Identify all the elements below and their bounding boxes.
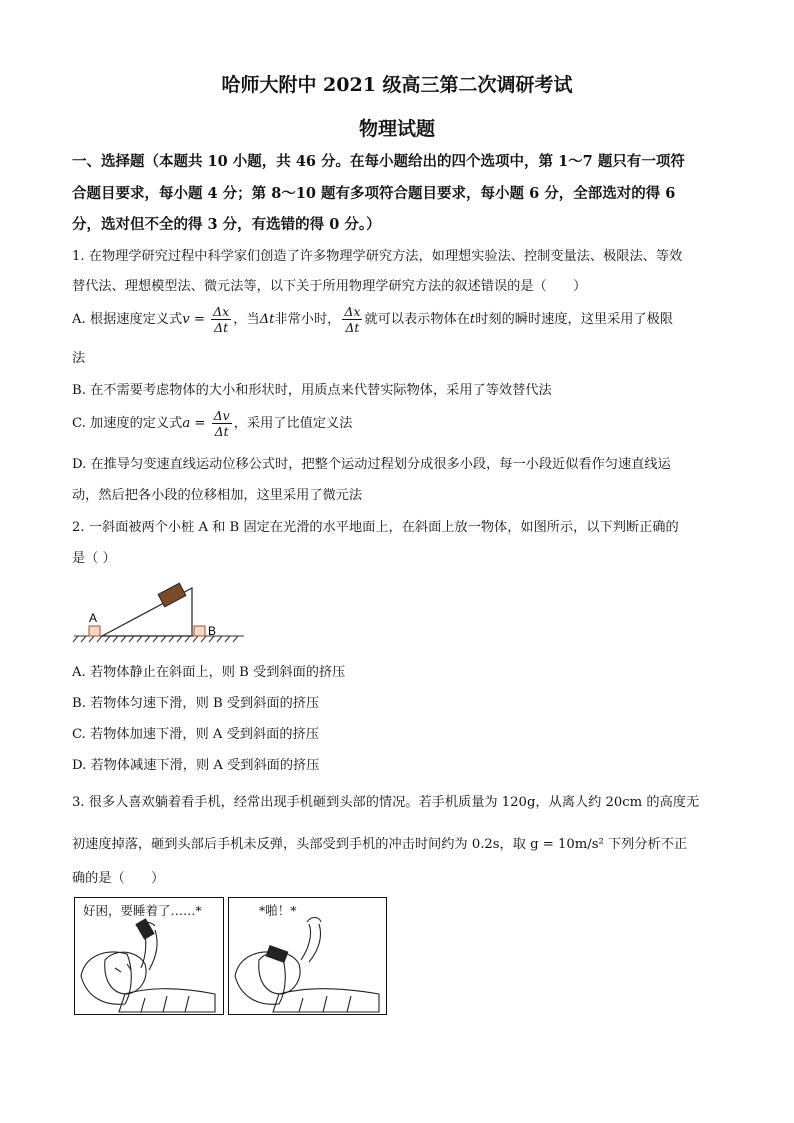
phone-in-hand xyxy=(135,918,154,940)
q1-option-d-line2: 动，然后把各小段的位移相加，这里采用了微元法 xyxy=(72,488,363,503)
q2-option-d: D. 若物体减速下滑，则 A 受到斜面的挤压 xyxy=(72,758,320,773)
q2-option-a: A. 若物体静止在斜面上，则 B 受到斜面的挤压 xyxy=(72,665,346,680)
comic-panel-1 xyxy=(74,897,224,1015)
q1-stem-line2: 替代法、理想模型法、微元法等，以下关于所用物理学研究方法的叙述错误的是（ ） xyxy=(72,279,587,294)
label-b: B xyxy=(208,624,217,638)
q1-option-d-line1: D. 在推导匀变速直线运动位移公式时，把整个运动过程划分成很多小段，每一小段近似看作匀速直线运 xyxy=(72,457,671,472)
peg-b xyxy=(194,626,205,636)
q3-stem-line2: 初速度掉落，砸到头部后手机未反弹，头部受到手机的冲击时间约为 0.2s，取 g = 10m/s² 下列分析不正 xyxy=(72,837,688,852)
q2-option-b: B. 若物体匀速下滑，则 B 受到斜面的挤压 xyxy=(72,696,320,711)
section-instruction-line3: 分，选对但不全的得 3 分，有选错的得 0 分。） xyxy=(72,216,381,233)
incline-diagram xyxy=(72,574,252,644)
label-a: A xyxy=(89,611,98,625)
q2-stem-line2: 是（ ） xyxy=(72,551,116,566)
panel2-caption: *啪！* xyxy=(259,903,297,918)
subject-title: 物理试题 xyxy=(358,118,435,140)
comic-panel-2 xyxy=(228,897,387,1015)
section-instruction-line2: 合题目要求，每小题 4 分；第 8～10 题有多项符合题目要求，每小题 6 分，全部选对的得 6 xyxy=(72,185,676,202)
sleepy-person-illustration xyxy=(75,898,223,1014)
q1-option-a-cont: 法 xyxy=(72,351,86,366)
q2-stem-line1: 2. 一斜面被两个小桩 A 和 B 固定在光滑的水平地面上，在斜面上放一物体，如图所示，以下判断正确的 xyxy=(72,520,679,535)
q2-option-c: C. 若物体加速下滑，则 A 受到斜面的挤压 xyxy=(72,727,319,742)
q1-stem-line1: 1. 在物理学研究过程中科学家们创造了许多物理学研究方法，如理想实验法、控制变量法、极限法、等效 xyxy=(72,249,683,264)
q1-option-b: B. 在不需要考虑物体的大小和形状时，用质点来代替实际物体，采用了等效替代法 xyxy=(72,383,552,398)
fraction-dx-dt-2: $\frac{\Delta x}{\Delta t}$ xyxy=(344,304,361,335)
q3-stem-line3: 确的是（ ） xyxy=(72,871,165,886)
fraction-dv-dt: $\frac{\Delta v}{\Delta t}$ xyxy=(213,408,230,439)
phone-on-face xyxy=(266,945,289,963)
q1-option-c: C. 加速度的定义式a = $\frac{\Delta v}{\Delta t}$ ，采用了比值定义法 xyxy=(72,408,353,439)
section-instruction-line1: 一、选择题（本题共 10 小题，共 46 分。在每小题给出的四个选项中，第 1～7 题只有一项符 xyxy=(72,153,685,170)
peg-a xyxy=(89,626,100,636)
exam-title: 哈师大附中 2021 级高三第二次调研考试 xyxy=(221,74,573,96)
panel1-caption: 好困，要睡着了……* xyxy=(83,903,202,918)
q3-stem-line1: 3. 很多人喜欢躺着看手机，经常出现手机砸到头部的情况。若手机质量为 120g，从离人约 20cm 的高度无 xyxy=(72,795,700,810)
q1-option-a: A. 根据速度定义式v = $\frac{\Delta x}{\Delta t}$ ，当Δt非常小时， $\frac{\Delta x}{\Delta t}$ 就可以表示物体在t时刻的瞬时速度，这里采用了极限 xyxy=(72,304,674,335)
phone-falls-illustration xyxy=(229,898,386,1014)
fraction-dx-dt: $\frac{\Delta x}{\Delta t}$ xyxy=(213,304,230,335)
